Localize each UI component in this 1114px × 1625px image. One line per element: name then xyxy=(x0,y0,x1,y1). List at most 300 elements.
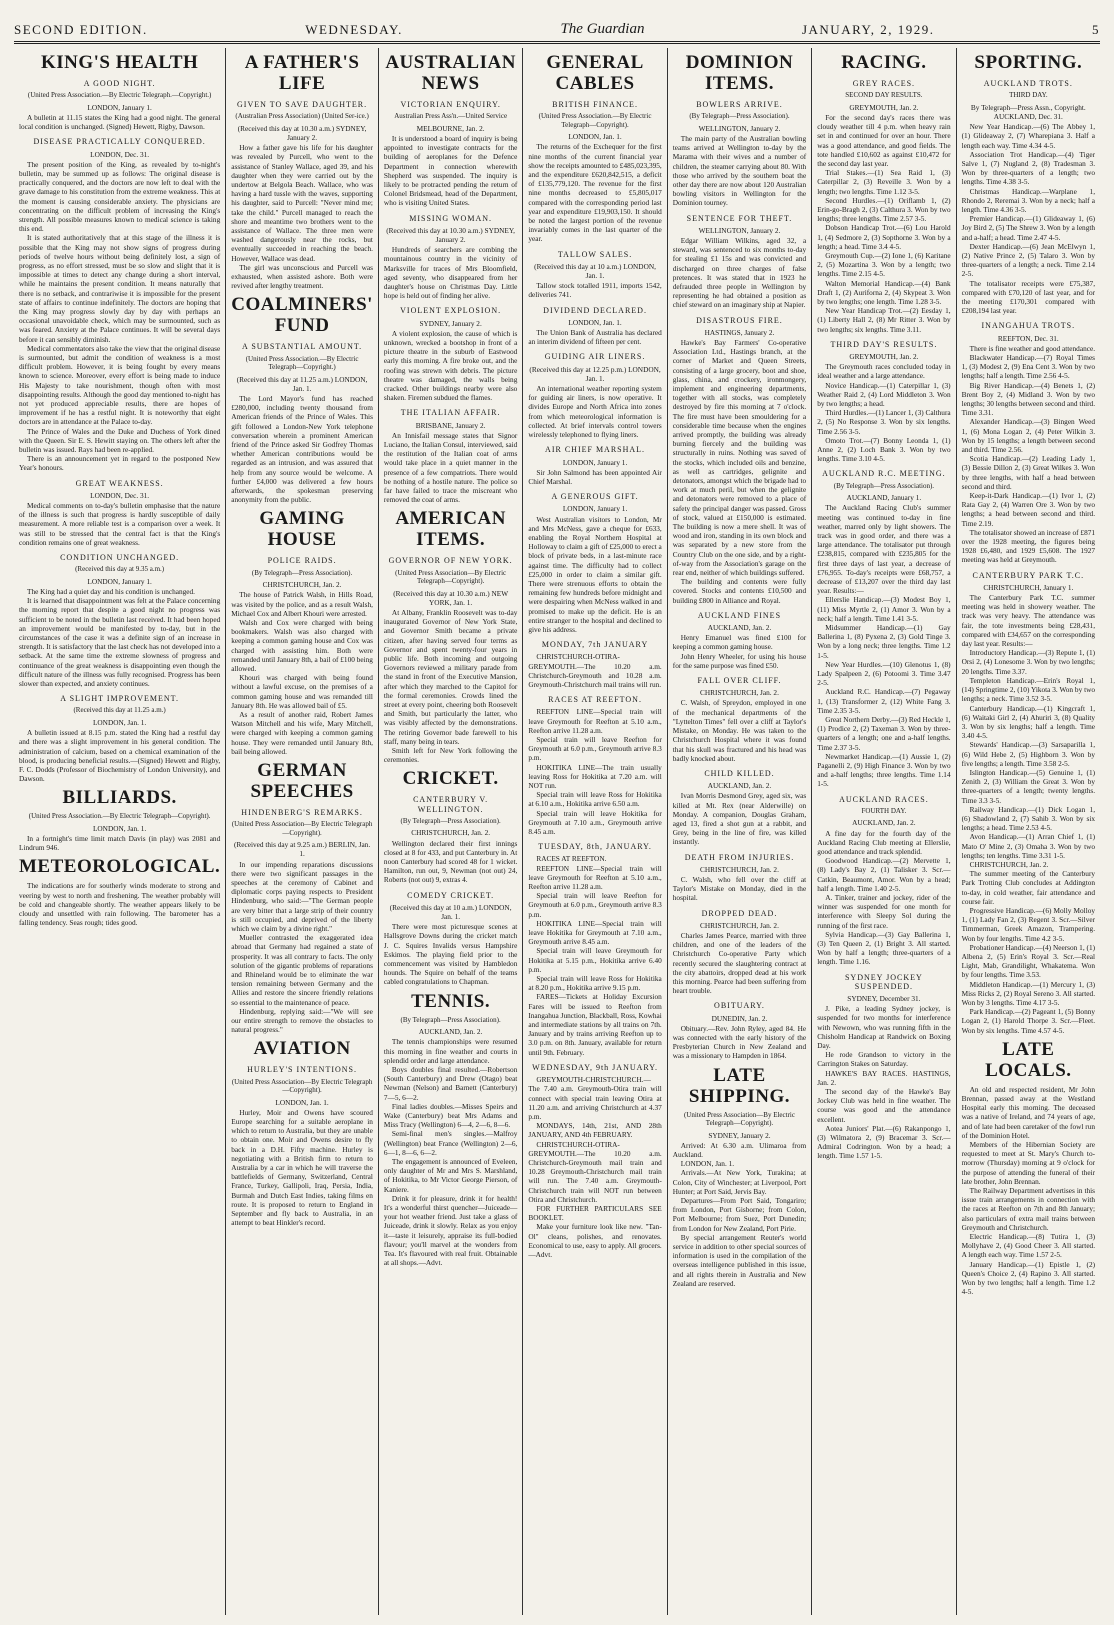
wire-credit: (Received this day at 11.25 a.m.) xyxy=(73,706,166,715)
article xyxy=(817,52,950,334)
article xyxy=(817,340,950,464)
article xyxy=(528,842,661,1057)
article xyxy=(962,571,1095,1035)
paragraph: The building and contents were fully covered. Stocks and contents £10,500 and building £800 in Alliance and Royal. xyxy=(672,577,807,605)
paragraph: C. Walsh, of Spreydon, employed in one of the mechanical departments of the "Lyttelton Times" fell over a cliff at Taylor's Mistake, on Monday. He was taken to the Christchurch Hospital where it was found that his skull was fractured and his head was badly knocked about. xyxy=(672,698,807,763)
paragraph: Special train will leave Ross for Hokitika at 6.10 a.m., Hokitika arrive 6.50 a.m. xyxy=(528,790,662,809)
paragraph: Arrived: At 6.30 a.m. Ulimaroa from Auckland. xyxy=(672,1140,807,1159)
subheading: AIR CHIEF MARSHAL. xyxy=(545,445,646,455)
paragraph: Goodwood Handicap.—(2) Mervette 1, (8) Lady's Bay 2, (1) Talisker 3. Scr.—Catkin, Beaumont, Amor. Won by a head; half a length. Time 1.40 2-5. xyxy=(817,856,951,893)
article xyxy=(231,760,373,1034)
dateline: REEFTON, Dec. 31. xyxy=(997,333,1059,343)
subheading: SYDNEY JOCKEY SUSPENDED. xyxy=(844,972,923,991)
dateline: LONDON, Jan. 1. xyxy=(92,717,147,727)
wire-credit: (United Press Association.—By Electric Telegraph.—Copyright.) xyxy=(27,91,212,100)
article xyxy=(384,991,517,1268)
paragraph: Khouri was charged with being found without a lawful excuse, on the premises of a common gaming house and was remanded till January 8th. He was allowed bail of £5. xyxy=(231,673,373,710)
subheading: CHILD KILLED. xyxy=(704,768,775,778)
wire-credit: (United Press Association.—By Electric Telegraph—Copyright). xyxy=(538,112,652,129)
paragraph: The second day of the Hawke's Bay Jockey Club was held in fine weather. The course was good and the attendance excellent. xyxy=(817,1087,951,1124)
subheading: VIOLENT EXPLOSION. xyxy=(400,306,502,316)
article xyxy=(19,553,220,688)
paragraph: Hurley, Moir and Owens have scoured Europe searching for a suitable aeroplane in which to return to Australia, but they are unable to obtain one. Moir and Owens desire to fly back in a D.H. Fifty machine. Hurley is negotiating with a British firm to return to Australia by a car in which he will traverse the battlefields of Germany, Switzerland, Central France, Turkey, Gallipoli, Iraq, Persia, India, Burmah and Dutch East Indies, taking films en route. It is proposed to return to England in September and fly back to Australia, in an attempt to beat Hinkler's record. xyxy=(231,1107,373,1228)
dateline: BRISBANE, January 2. xyxy=(415,420,486,430)
issue-date: JANUARY, 2, 1929. xyxy=(801,22,935,37)
paragraph: How a father gave his life for his daughter was revealed by Purcell, who went to the assistance of Stanley Wallace, aged 39, and his daughter when they were carried out by the undertow at Belgola Beach. Wallace, who was having a hard tussle with the waves, supporting his daughter, said to Purcell: "Never mind me; take the child." Purcell managed to reach the shore and meantime two brothers went to the assistance of Wallace. The three men were washed dangerously near the rocks, but eventually succeeded in reaching the beach. However, Wallace was dead. xyxy=(231,143,373,263)
dateline: (Received this day at 9.25 a.m.) BERLIN, Jan. 1. xyxy=(233,840,371,859)
subheading: GUIDING AIR LINERS. xyxy=(544,352,646,362)
paragraph: Christmas Handicap.—Warplane 1, Rhondo 2, Reremai 3. Won by a neck; half a length. Time 4.36 3-5. xyxy=(961,186,1096,214)
subheading: GREY RACES. xyxy=(852,79,916,88)
paragraph: The Railway Department advertises in this issue train arrangements in connection with the races at Reefton on 7th and 8th January; also particulars of extra mail trains between Greymouth and Christchurch. xyxy=(961,1186,1096,1232)
paragraph: J. Pike, a leading Sydney jockey, is suspended for two months for interference with Newown, who was running fifth in the Chisholm Handicap at Randwick on Boxing Day. xyxy=(817,1004,951,1050)
paragraph: Special train will leave Ross for Hokitika at 8.20 p.m., Hokitika arrive 9.15 p.m. xyxy=(528,974,662,993)
wire-credit: (Australian Press Association) (United Ser-ice.) xyxy=(235,112,369,121)
paragraph: The returns of the Exchequer for the first nine months of the current financial year show the receipts amounted to £485,023,395, and the expenditure £620,842,515, a deficit of £135,779,120. The revenue for the first nine months decreased to £5,805,017 compared with the corresponding period last year and expenditure £19,903,150. It should be noted the largest portion of the revenue invariably comes in the last quarter of the year. xyxy=(528,142,662,244)
dateline: SYDNEY, January 2. xyxy=(419,318,482,328)
paragraph: HAWKE'S BAY RACES. HASTINGS, Jan. 2. xyxy=(817,1068,951,1087)
article xyxy=(19,479,220,547)
paragraph: Probationer Handicap.—(4) Neerson 1, (1) Albena 2, (5) Erin's Royal 3. Scr.—Real Light, Mab, Grandilight, Whakatema. Won by four lengths. Time 3.53. xyxy=(961,942,1096,980)
paragraph: Avon Handicap.—(1) Arran Chief 1, (1) Mato O' Mine 2, (3) Omaha 3. Won by two lengths; ten lengths. Time 3.31 1-5. xyxy=(961,832,1096,860)
paragraph: Blackwater Handicap.—(7) Royal Times 1, (3) Modest 2, (9) Ena Cent 3. Won by two lengths; half a length. Time 2.56 4-5. xyxy=(961,352,1096,381)
paragraph: There were most picturesque scenes at Hallsgrove Downs during the cricket match J. C. Squires Invalids versus Hampshire Eskimos. The playing field prior to the commencement was visited by Hambledon hounds. The Squire on behalf of the teams cabled congratulations to Chapman. xyxy=(383,922,518,987)
paragraph: January Handicap.—(1) Epistle 1, (2) Queen's Choice 2, (4) Rapino 3. All started. Won by two lengths; half a length. Time 1.2 4-5. xyxy=(961,1259,1096,1297)
article xyxy=(528,695,661,836)
paragraph: Special train will leave Hokitika for Greymouth at 7.10 a.m., Greymouth arrive 8.45 a.m. xyxy=(528,808,662,837)
paragraph: New Year Hurdles.—(10) Glenotus 1, (8) Lady Spalpeen 2, (6) Potoomi 3. Time 3.47 2-5. xyxy=(817,659,951,688)
headline: COALMINERS' FUND xyxy=(231,294,373,337)
dateline: CHRISTCHURCH, January 1. xyxy=(983,582,1074,592)
paragraph: A fine day for the fourth day of the Auckland Racing Club meeting at Ellerslie, good attendance and track splendid. xyxy=(817,828,951,856)
subheading: DISASTROUS FIRE. xyxy=(696,315,783,325)
page-number: 5 xyxy=(1092,22,1100,37)
paragraph: CHRISTCHURCH-OTIRA-GREYMOUTH.—The 10.20 a.m. Christchurch-Greymouth and 10.28 a.m. Greymouth-Christchurch mail trains will run. xyxy=(528,652,662,689)
article xyxy=(673,214,806,310)
paragraph: REEFTON LINE—Special train will leave Greymouth for Reefton at 5.10 a.m., Reefton arrive 11.28 a.m. xyxy=(528,863,662,892)
headline: GERMAN SPEECHES xyxy=(250,759,354,802)
paragraph: The indications are for southerly winds moderate to strong and veering by west to north and freshening. The weather probably will be cold and changeable shortly. The weather appears likely to be cloudy and unsettled with rain following. The barometer has a falling tendency. Seas rough; tides good. xyxy=(19,881,221,928)
dateline: CHRISTCHURCH, Jan. 2. xyxy=(700,920,779,930)
wire-credit: Australian Press Ass'n.—United Service xyxy=(394,112,508,121)
paragraph: Aotea Juniors' Plat.—(6) Rakanpongo 1, (3) Wilmatora 2, (9) Bracemar 3. Scr.—Admiral Codrington. Won by a head; a length. Time 1.57 1-5. xyxy=(817,1123,951,1161)
paragraph: Second Hurdles.—(1) Oriflamb 1, (2) Erin-go-Bragh 2, (3) Calthura 3. Won by two lengths; three lengths. Time 2.57 3-5. xyxy=(817,195,951,224)
headline: DOMINION ITEMS. xyxy=(685,52,794,94)
day-label: WEDNESDAY. xyxy=(305,22,403,37)
wire-credit: (By Telegraph—Press Association). xyxy=(400,816,501,825)
article xyxy=(19,856,220,927)
paragraph: HOKITIKA LINE—Special train will leave Hokitika for Greymouth at 7.10 a.m., Greymouth arrive 8.45 a.m. xyxy=(528,918,662,947)
paragraph: Arrivals.—At New York, Turakina; at Colon, City of Winchester; at Liverpool, Port Hunter; at Port Said, Jervis Bay. xyxy=(672,1168,807,1196)
dateline: SYDNEY, December 31. xyxy=(847,993,921,1003)
subheading: INANGAHUA TROTS. xyxy=(981,321,1076,331)
paragraph: The main party of the Australian bowling teams arrived at Wellington to-day by the Marama with their wives and a number of children, the steamer carrying about 80. With those who arrived by the southern boat the other day there are now about 120 Australian bowling visitors in Wellington for the Dominion tourney. xyxy=(672,133,807,208)
paragraph: Members of the Hibernian Society are requested to meet at St. Mary's Church to-morrow (Thursday) morning at 9 o'clock for the purpose of attending the funeral of their late brother, John Brennan. xyxy=(961,1140,1096,1186)
paragraph: Tallow stock totalled 1911, imports 1542, deliveries 741. xyxy=(528,281,662,300)
paragraph: It is stated authoritatively that at this stage of the illness it is possible that the King may not show signs of progress during periods of twelve hours without being definitely lost, a sign of progress, as no effort stressed, must be so slow and slight that it is impossible at times to detect any change during a short interval, while he maintains the present condition. It means naturally that there is no setback, and contrariwise it is impossible for the present state of affairs to continue indefinitely. The doctors are hoping that the King may progress slowly day by day with perhaps an occasional unavoidable check, which may be surmounted, such as was feared. Anxiety at the Palace continues. It will be several days before it can sensibly diminish. xyxy=(19,233,221,344)
wire-credit: FOURTH DAY. xyxy=(861,806,907,815)
headline: A FATHER'S LIFE xyxy=(244,52,360,94)
dateline: LONDON, Dec. 31. xyxy=(90,490,150,500)
paragraph: An international weather reporting system for guiding air liners, is now operative. It divides Europe and North Africa into zones from which meteorological information is collected. At brief intervals control towers wirelessly telephoned to flying liners. xyxy=(528,384,662,440)
article xyxy=(528,306,661,347)
article xyxy=(528,352,661,439)
dateline: (Received this day at 11.25 a.m.) LONDON, Jan. 1. xyxy=(236,374,368,393)
dateline: (Received this day at 10.30 a.m.) NEW YORK, Jan. 1. xyxy=(393,588,509,607)
paragraph: There is fine weather and good attendance. xyxy=(969,343,1096,353)
paragraph: Alexander Handicap.—(3) Bingen Weed 1, (6) Mona Logan 2, (4) Peter Wilkin 3. Won by 15 lengths; a length between second and third. Time 2.56. xyxy=(961,417,1096,455)
subheading: CANTERBURY V. WELLINGTON. xyxy=(413,795,489,814)
article xyxy=(817,973,950,1161)
headline: LATE LOCALS. xyxy=(985,1038,1072,1081)
article xyxy=(384,214,517,301)
article xyxy=(384,52,517,208)
subheading: A GOOD NIGHT. xyxy=(83,79,156,88)
paragraph: Special train will leave Reefton for Greymouth at 6.0 p.m., Greymouth arrive 8.3 p.m. xyxy=(528,891,662,919)
subheading: BRITISH FINANCE. xyxy=(552,100,638,109)
dateline: LONDON, Dec. 31. xyxy=(90,149,150,159)
wire-credit: SECOND DAY RESULTS. xyxy=(845,91,923,100)
article xyxy=(962,52,1095,315)
subheading: A SUBSTANTIAL AMOUNT. xyxy=(242,342,363,352)
paragraph: REEFTON LINE—Special train will leave Greymouth for Reefton at 5.10 a.m., Reefton arrive 11.28 a.m. xyxy=(528,707,662,735)
headline: LATE SHIPPING. xyxy=(688,1064,791,1107)
headline: BILLIARDS. xyxy=(62,787,177,809)
dateline: (Received this day at 10 a.m.) LONDON, Jan. 1. xyxy=(534,261,656,281)
subheading: CANTERBURY PARK T.C. xyxy=(972,570,1085,580)
dateline: HASTINGS, January 2. xyxy=(704,327,775,337)
wire-credit: (Received this day at 9.35 a.m.) xyxy=(75,565,165,574)
subheading: DISEASE PRACTICALLY CONQUERED. xyxy=(33,137,206,147)
wire-credit: THIRD DAY. xyxy=(1009,91,1048,100)
headline: RACING. xyxy=(841,52,927,73)
paragraph: Greymouth Cup.—(2) Ione 1, (6) Karitane 2, (5) Mozartina 3. Won by a length; two lengths. Time 2.15 4-5. xyxy=(817,250,951,279)
paragraph: Islington Handicap.—(5) Genuine 1, (1) Zenith 2, (3) William the Great 3. Won by three-quarters of a length; twenty lengths. Time 3.3 3-5. xyxy=(961,767,1096,805)
subheading: THIRD DAY'S RESULTS. xyxy=(830,339,938,349)
dateline: AUCKLAND, Jan. 2. xyxy=(418,1027,483,1037)
paragraph: RACES AT REEFTON. xyxy=(536,854,607,864)
paragraph: The Auckland Racing Club's summer meeting was continued to-day in fine weather, marred only by light showers. The track was in good order, and there was a large attendance. The totalisator put through £238,815, compared with £235,805 for the first three days of last year, a decrease of £76,955. To-day's receipts were £68,757, a decrease of £13,207 over the third day last year. Results:— xyxy=(817,503,951,596)
article xyxy=(231,508,373,756)
paragraph: He rode Grandson to victory in the Carrington Stakes on Saturday. xyxy=(817,1050,951,1069)
article xyxy=(384,768,517,884)
subheading: DROPPED DEAD. xyxy=(701,908,778,918)
article xyxy=(817,795,950,967)
paragraph: In a fortnight's time limit match Davis (in play) was 2081 and Lindrum 946. xyxy=(19,834,221,853)
paragraph: Auckland R.C. Handicap.—(7) Pegaway 1, (13) Transformer 2, (12) White Fang 3. Time 2.35 3-5. xyxy=(817,687,951,715)
paragraph: Progressive Handicap.—(6) Molly Molloy 1, (1) Lady Fan 2, (3) Regent 3. Scr.—Silver Timmerman, Greek Amazon, Trampering. Won by four lengths. Time 4.2 3-5. xyxy=(961,905,1096,943)
paragraph: Hawke's Bay Farmers' Co-operative Association Ltd., Hastings branch, at the corner of Market and Queen Streets, consisting of a large grocery, boot and shoe, glass, china, and crockery, ironmongery, implement and engineering departments, together with all stocks, was completely destroyed by fire this morning at 7 o'clock. The fire must have been smouldering for a considerable time because when the engines arrived promptly, the building was already burning fiercely and the building was structurally in ruins. Nothing was saved of the stocks, which included oils and benzine, as well as cartridges, gelignite and detonators, amongst which the brigade had to work at much peril, but when the gelignite and detonators were removed to a place of safety the principal danger was passed. Gross of stock, valued at £150,000 is estimated. The building is now a mere shell. It was of wood and iron, standing in its own block and was separated by a new store from the Country Club on the one side, and by a right-of-way from the Association's garage on the rear end, neither of which buildings suffered. xyxy=(672,337,807,578)
paragraph: Ivan Morris Desmond Grey, aged six, was killed at Mt. Rex (near Alderwille) on Monday. A companion, Douglas Graham, aged 13, fired a shot gun at a rabbit, and Grey, being in the line of fire, was killed instantly. xyxy=(672,791,807,847)
paragraph: The Prince of Wales and the Duke and Duchess of York dined with the Queen. Sir E. S. Hewitt staying on. The others left after the bulletin was issued. Rays had been re-applied. xyxy=(19,426,221,455)
subheading: WEDNESDAY, 9th JANUARY. xyxy=(532,1062,659,1072)
paragraph: Walton Memorial Handicap.—(4) Bank Draft 1, (2) Auriforna 2, (4) Skypeat 3. Won by two lengths; one length. Time 1.28 3-5. xyxy=(817,278,951,306)
paragraph: West Australian visitors to London, Mr and Mrs McNess, gave a cheque for £633, enabling the Royal Northern Hospital at Holloway to claim a gift of £25,000 to erect a block of private beds, in a last-minute race against time. The difficulty had to collect £25,000 in order to claim a similar gift. There were strenuous efforts to obtain the remaining few hundreds before midnight and were despairing when McNess walked in and promised to make up the deficit. He is an entire stranger to the hospital and declined to give his address. xyxy=(528,514,662,634)
paragraph: Stewards' Handicap.—(3) Sarsaparilla 1, (6) Wild Hebe 2, (5) Highborn 3. Won by five lengths; a length. Time 3.58 2-5. xyxy=(961,740,1096,768)
article xyxy=(231,1038,373,1227)
paragraph: Sylvia Handicap.—(3) Gay Ballerina 1, (3) Ten Queen 2, (1) Bright 3. All started. Won by half a length; three-quarters of a length. Time 1.16. xyxy=(817,929,951,967)
paragraph: Special train will leave Reefton for Greymouth at 6.0 p.m., Greymouth arrive 8.3 p.m. xyxy=(528,734,662,763)
wire-credit: (United Press Association—By Electric Telegraph—Copyright). xyxy=(395,568,507,586)
dateline: GREYMOUTH, Jan. 2. xyxy=(849,351,919,361)
subheading: GREAT WEAKNESS. xyxy=(75,478,164,488)
paragraph: Scotia Handicap.—(2) Leading Lady 1, (3) Bessie Dillon 2, (3) Great Wilkes 3. Won by three lengths, with half a head between second and third. xyxy=(961,454,1096,491)
paragraph: Walsh and Cox were charged with being bookmakers. Walsh was also charged with keeping a common gaming house and Cox was charged with assisting him. Both were remanded until January 8th, a bail of £100 being allowed. xyxy=(231,617,373,673)
article xyxy=(673,853,806,903)
subheading: POLICE RAIDS. xyxy=(267,556,337,566)
paragraph: Novice Handicap.—(1) Caterpillar 1, (3) Weather Raid 2, (4) Lord Middleton 3. Won by two lengths; a head. xyxy=(817,380,951,408)
headline: AVIATION xyxy=(253,1038,351,1060)
wire-credit: (By Telegraph—Press Association). xyxy=(400,1015,501,1024)
paragraph: Electric Handicap.—(8) Tutira 1, (3) Mollyhave 2, (4) Good Cheer 3. All started. A length each way. Time 1.57 2-5. xyxy=(961,1232,1096,1260)
paragraph: John Henry Wheeler, for using his house for the same purpose was fined £50. xyxy=(672,651,807,670)
article xyxy=(384,306,517,402)
paragraph: New Year Handicap Trot.—(2) Eesday 1, (1) Liberty Hall 2, (8) Mr Ritter 3. Won by two lengths; six lengths. Time 3.11. xyxy=(817,306,951,334)
paragraph: An old and respected resident, Mr John Brennan, passed away at the Westland Hospital early this morning. The deceased was a native of Ireland, and 74 years of age, and of late had been caretaker of the fowl run of the Dominion Hotel. xyxy=(961,1084,1096,1140)
subheading: FALL OVER CLIFF. xyxy=(697,676,782,686)
paragraph: New Year Handicap.—(6) The Abbey 1, (1) Glideaway 2, (7) Wharepiana 3. Half a length each way. Time 4.34 4-5. xyxy=(961,122,1096,150)
article xyxy=(673,52,806,208)
dateline: DUNEDIN, Jan. 2. xyxy=(711,1013,768,1023)
dateline: (Received this day at 10.30 a.m.) SYDNEY, January 2. xyxy=(386,225,516,244)
wire-credit: (By Telegraph—Press Association). xyxy=(833,481,935,490)
paragraph: A bulletin issued at 8.15 p.m. stated the King had a restful day and there was a slight improvement in his general condition. The administration of calcium, based on a chemical examination of the blood, is producing beneficial results.—(Signed) Hewett and Rigby, F. C. Dodds (Professor of Biochemistry of London University), and Dawson. xyxy=(19,728,221,784)
dateline: LONDON, Jan. 1. xyxy=(275,1097,329,1107)
dateline: SYDNEY, January 2. xyxy=(708,1130,771,1140)
paragraph: A bulletin at 11.15 states the King had a good night. The general local condition is unchanged. (Signed) Hewett, Rigby, Dawson. xyxy=(19,112,221,132)
wire-credit: (United Press Association.—By Electric Telegraph—Copyright.) xyxy=(245,354,359,372)
subheading: HINDENBERG'S REMARKS. xyxy=(241,807,363,817)
paragraph: Sir John Salmond has been appointed Air Chief Marshal. xyxy=(528,467,662,486)
dateline: LONDON, Jan. 1. xyxy=(568,132,622,142)
edition-label: SECOND EDITION. xyxy=(14,22,148,37)
paragraph: MONDAYS, 14th, 21st, AND 28th JANUARY, AND 4th FEBRUARY. xyxy=(528,1121,662,1140)
paragraph: CHRISTCHURCH, Jan. 2. xyxy=(969,859,1049,869)
dateline: GREYMOUTH, Jan. 2. xyxy=(849,102,919,112)
subheading: AUCKLAND TROTS. xyxy=(983,79,1073,88)
paragraph: In our impending reparations discussions there were two significant passages in the speeches at the ceremony of Cabinet and diplomatic corps paying respects to President Hindenburg, who said:—"The German people are very bitter that a large strip of their country is still occupied, and deprived of the liberty which we claim by a divine right." xyxy=(231,859,373,933)
column-1 xyxy=(14,48,225,1615)
paragraph: Association Trot Handicap.—(4) Tiger Salve 1, (7) Nugland 2, (8) Tradesman 3. Won by three-quarters of a length; two lengths. Time 4.38 3-5. xyxy=(961,149,1096,187)
paragraph: The totalisator receipts were £75,387, compared with £70,120 of last year, and for the meeting £170,301 compared with £208,194 last year. xyxy=(961,278,1096,316)
wire-credit: (By Telegraph—Press Association). xyxy=(689,112,790,121)
paragraph: Medical comments on to-day's bulletin emphasise that the nature of the illness is such that progress is hardly susceptible of daily measurement. A more reliable test is a comparison over a week. It was still to be stressed that the central fact is that the King's condition remains one of great weakness. xyxy=(19,501,221,547)
headline: SPORTING. xyxy=(974,52,1083,73)
paragraph: Drink it for pleasure, drink it for health! It's a wonderful thirst quencher—Juiceade—your hot weather friend. Just take a glass of Juiceade, drink it slowly. Relax as you enjoy it—taste it leisurely, appraise its full-bodied flavour; you'll marvel at the wonders from Tea. It's flavoured with real fruit. Obtainable at all shops.—Advt. xyxy=(383,1193,518,1268)
paragraph: FOR FURTHER PARTICULARS SEE BOOKLET. xyxy=(528,1203,662,1223)
paragraph: Middleton Handicap.—(1) Mercury 1, (3) Miss Ricks 2, (2) Royal Sereno 3. All started. Won by 3 lengths. Time 4.17 3-5. xyxy=(961,979,1096,1007)
article xyxy=(673,1001,806,1060)
paragraph: For the second day's races there was cloudy weather till 4 p.m. when heavy rain set in and continued for over an hour. There was a good attendance, and good fields. The tote handled £10,602 as against £10,472 for the second day last year. xyxy=(817,112,951,168)
paragraph: The totalisator showed an increase of £871 over the 1928 meeting, the figures being 1928 £6,480, and 1929 £5,608. The 1927 meeting was held at Greymouth. xyxy=(961,527,1096,565)
headline: AUSTRALIAN NEWS xyxy=(385,52,516,94)
subheading: VICTORIAN ENQUIRY. xyxy=(400,100,501,109)
paragraph: The Canterbury Park T.C. summer meeting was held in showery weather. The track was very heavy. The attendance was fair, the tote investments being £28,431, compared with £34,657 on the corresponding day last year. Results:— xyxy=(961,593,1096,649)
paragraph: The tennis championships were resumed this morning in fine weather and courts in splendid order and large attendance. xyxy=(383,1037,518,1065)
article xyxy=(528,640,661,689)
article xyxy=(19,137,220,472)
dateline: By Telegraph—Press Assn., Copyright. AUCKLAND, Dec. 31. xyxy=(970,102,1086,121)
dateline: LONDON, January 1. xyxy=(562,504,628,514)
paragraph: An Innisfail message states that Signor Luciano, the Italian Consul, interviewed, said the restitution of the Italian coat of arms would take place in a quiet manner in the presence of a few compatriots. There would be nothing of a hostile nature. The police so far have failed to trace the miscreant who removed the coat of arms. xyxy=(383,430,518,505)
dateline: LONDON, Jan. 1. xyxy=(568,317,622,327)
paragraph: Ellerslie Handicap.—(3) Modest Boy 1, (11) Miss Myrtle 2, (1) Amor 3. Won by a neck; half a length. Time 1.41 3-5. xyxy=(817,595,951,623)
paragraph: Departures—From Port Said, Tongariro; from London, Port Gisborne; from Colon, Port Melbourne; from Suez, Port Dunedin; from London for New Zealand, Port Pirie. xyxy=(672,1196,807,1233)
article xyxy=(19,52,220,131)
paragraph: Mueller contrasted the exaggerated idea abroad that Germany had regained a state of prosperity. It was all contrary to facts. The only solution of the gigantic problems of reparations and Rhineland would be to eliminate the war tension remaining between Germany and the Allies and restore the sincere friendly relations so essential to the maintenance of peace. xyxy=(231,933,373,1007)
column-6 xyxy=(811,48,955,1615)
subheading: HURLEY'S INTENTIONS. xyxy=(247,1065,358,1075)
subheading: A GENEROUS GIFT. xyxy=(551,492,639,502)
paragraph: A violent explosion, the cause of which is unknown, wrecked a bootshop in front of a picture theatre in the suburb of Eastwood early this morning. A fire broke out, and the roofing was strewn with debris. The picture theatre was damaged, the walls being cracked. Other buildings nearby were also shaken. Firemen subdued the flames. xyxy=(383,328,518,403)
dateline: (Received this day at 10.30 a.m.) SYDNEY, January 2. xyxy=(237,123,367,142)
column-3 xyxy=(378,48,522,1615)
headline: GENERAL CABLES xyxy=(546,52,644,94)
article xyxy=(528,250,661,300)
subheading: OBITUARY. xyxy=(714,1001,765,1011)
dateline: CHRISTCHURCH, Jan. 2. xyxy=(700,864,779,874)
dateline: LONDON, Jan. 1. xyxy=(92,823,147,833)
headline: METEOROLOGICAL. xyxy=(19,856,221,878)
paragraph: Templeton Handicap.—Erin's Royal 1, (14) Springtime 2, (10) Yikota 3. Won by two lengths; a neck. Time 3.52 3-5. xyxy=(961,675,1096,704)
dateline: CHRISTCHURCH, Jan. 2. xyxy=(700,688,779,698)
article xyxy=(384,408,517,504)
paragraph: Trial Stakes.—(1) Sea Raid 1, (3) Caterpillar 2, (3) Reveille 3. Won by a length; two lengths. Time 1.12 3-5. xyxy=(817,168,951,196)
paragraph: The present position of the King, as revealed by to-night's bulletin, may be summed up as follows: The original disease is practically conquered, and the doctors are now left to deal with the grave damage to his constitution from the extreme weakness. This at the moment is causing considerable anxiety. The physicians are concentrating on the difficult problem of increasing the King's strength. All possible measures known to medical science is taking this end. xyxy=(19,159,221,234)
subheading: MISSING WOMAN. xyxy=(409,213,492,223)
paragraph: Semi-final men's singles.—Malfroy (Wellington) beat France (Wellington) 2—6, 6—1, 8—6, 6—2. xyxy=(383,1129,518,1157)
paragraph: GREYMOUTH-CHRISTCHURCH.—The 7.40 a.m. Greymouth-Otira train will connect with special train leaving Otira at 11.20 a.m. and arriving Christchurch at 4.37 p.m. xyxy=(528,1075,662,1121)
paragraph: The Union Bank of Australia has declared an interim dividend of fifteen per cent. xyxy=(528,328,662,347)
article xyxy=(673,676,806,763)
article xyxy=(962,1039,1095,1297)
paragraph: Railway Handicap.—(1) Dick Logan 1, (6) Shadowland 2, (7) Sahib 3. Won by six lengths; a head. Time 2.53 4-5. xyxy=(961,804,1096,833)
paragraph: By special arrangement Reuter's world service in addition to other special sources of information is used in the compilation of the overseas intelligence published in this issue, and all rights therein in Australia and New Zealand are reserved. xyxy=(672,1232,807,1288)
subheading: THE ITALIAN AFFAIR. xyxy=(400,408,501,418)
subheading: A SLIGHT IMPROVEMENT. xyxy=(60,694,179,704)
paragraph: The summer meeting of the Canterbury Park Trotting Club concludes at Addington to-day, in cold weather, fair attendance and course fair. xyxy=(961,869,1096,906)
paragraph: Omoto Trot.—(7) Bonny Leonda 1, (1) Anne 2, (2) Loch Bank 3. Won by two lengths. Time 3.10 4-5. xyxy=(817,435,951,464)
dateline: WELLINGTON, January 2. xyxy=(698,123,781,133)
paragraph: Hindenburg, replying said:—"We will see our entire strength to remove the obstacles to natural progress." xyxy=(231,1006,373,1035)
paragraph: As a result of another raid, Robert James Watson Mitchell and his wife, Mary Mitchell, were charged with keeping a common gaming house. They were remanded until January 8th, bail being allowed. xyxy=(231,709,373,756)
paragraph: Final ladies doubles.—Misses Speirs and Wake (Canterbury) beat Mrs Adams and Miss Tracy (Wellington) 6—4, 2—6, 8—6. xyxy=(383,1101,518,1130)
article xyxy=(962,321,1095,564)
dateline: AUCKLAND, Jan. 2. xyxy=(707,781,772,791)
paragraph: Dexter Handicap.—(6) Jean McElwyn 1, (2) Native Prince 2, (5) Talaro 3. Won by three-quarters of a length; a neck. Time 2.14 2-5. xyxy=(961,241,1096,279)
paragraph: FARES—Tickets at Holiday Excursion Fares will be issued to Reefton from Inangahua Junction, Blackball, Ross, Kowhai and intermediate stations by all trains on 7th. January and by trains arriving Reefton up to 3.0 p.m. on 8th. January, available for return until 9th. February. xyxy=(528,992,662,1057)
article xyxy=(528,492,661,634)
dateline: LONDON, January 1. xyxy=(562,457,628,467)
headline: GAMING HOUSE xyxy=(259,508,345,551)
paragraph: Great Northern Derby.—(3) Red Heckle 1, (1) Prodice 2, (2) Taxeman 3. Won by three-quarters of a length; one and a-half lengths. Time 2.37 3-5. xyxy=(817,715,951,752)
paragraph: Charles James Pearce, married with three children, and one of the leaders of the Christchurch Co-operative Party which recently secured the slaughtering contract at the city abattoirs, dropped dead at his work this morning. Pearce had been suffering from heart trouble. xyxy=(672,930,807,996)
column-5 xyxy=(667,48,811,1615)
wire-credit: (United Press Association—By Electric Telegraph—Copyright). xyxy=(231,1077,373,1095)
paragraph: The house of Patrick Walsh, in Hills Road, was visited by the police, and as a result Walsh, Michael Cox and Albert Khouri were arrested. xyxy=(231,590,373,618)
paragraph: Park Handicap.—(2) Pageant 1, (5) Bonny Logan 2, (1) Harold Thorpe 3. Scr.—Fleet. Won by six lengths. Time 4.57 4-5. xyxy=(961,1007,1096,1035)
paragraph: There is an announcement yet in regard to the postponed New Year's honours. xyxy=(19,454,221,473)
subheading: AUCKLAND RACES. xyxy=(839,794,929,804)
paragraph: Edgar William Wilkins, aged 32, a steward, was sentenced to six months to-day for stealing £1 15s and was convicted and discharged on three charges of false pretences. It was stated that in 1923 he defrauded three people in Wellington by representing he had obtained a position as chief steward on an imaginary ship at Napier. xyxy=(672,235,807,310)
masthead xyxy=(14,14,1100,44)
dateline: AUCKLAND, Jan. 2. xyxy=(707,623,772,633)
paragraph: Newmarket Handicap.—(1) Aussie 1, (2) Paganelli 2, (9) High Finance 3. Won by two and a-half lengths; three lengths. Time 1.14 1-5. xyxy=(817,751,951,789)
article xyxy=(384,891,517,987)
subheading: GIVEN TO SAVE DAUGHTER. xyxy=(237,100,368,109)
wire-credit: (United Press Association—By Electric Telegraph—Copyright). xyxy=(683,1110,795,1128)
column-4 xyxy=(522,48,666,1615)
paragraph: A. Tinker, trainer and jockey, rider of the winner was suspended for one month for interference with Sleepy Sol during the running of the first race. xyxy=(817,892,951,930)
paragraph: C. Walsh, who fell over the cliff at Taylor's Mistake on Monday, died in the hospital. xyxy=(672,874,807,903)
headline: KING'S HEALTH xyxy=(40,52,199,73)
paragraph: The Greymouth races concluded today in ideal weather and a large attendance. xyxy=(817,362,951,381)
article xyxy=(19,787,220,852)
dateline: AUCKLAND, January 1. xyxy=(846,493,922,503)
wire-credit: (United Press Association.—By Electric Telegraph—Copyright). xyxy=(28,812,211,821)
wire-credit: (United Press Association—By Electric Telegraph—Copyright). xyxy=(231,820,373,837)
paragraph: It is understood a board of inquiry is being appointed to investigate contracts for the building of aeroplanes for the Defence Department in connection wherewith Shepherd was suspended. The inquiry is likely to be protracted pending the return of Colonel Bridsmead, head of the Department, who is visiting United States. xyxy=(383,133,518,208)
subheading: BOWLERS ARRIVE. xyxy=(696,100,783,109)
newspaper-title: The Guardian xyxy=(560,21,645,37)
dateline: LONDON, January 1. xyxy=(87,102,152,112)
paragraph: Introductory Handicap.—(3) Repute 1, (1) Orsi 2, (4) Lonesome 3. Won by two lengths; 20 lengths. Time 3.37. xyxy=(961,648,1096,676)
article xyxy=(673,909,806,996)
wire-credit: (By Telegraph—Press Association). xyxy=(251,568,353,577)
article xyxy=(231,52,373,290)
paragraph: Third Hurdles.—(1) Lancer 1, (3) Calthura 2, (5) No Response 3. Won by six lengths. Time 2.56 3-5. xyxy=(817,408,951,436)
dateline: (Received this day at 12.25 p.m.) LONDON, Jan. 1. xyxy=(529,364,661,383)
article xyxy=(673,316,806,605)
subheading: TUESDAY, 8th, JANUARY. xyxy=(538,842,652,852)
paragraph: Premier Handicap.—(1) Glideaway 1, (6) Joy Bird 2, (5) The Shrew 3. Won by a length and a-half; a head. Time 2.47 4-5. xyxy=(961,214,1096,242)
column-2 xyxy=(225,48,378,1615)
subheading: COMEDY CRICKET. xyxy=(407,890,495,900)
subheading: DEATH FROM INJURIES. xyxy=(684,852,795,862)
paragraph: Obituary.—Rev. John Ryley, aged 84. He was connected with the early history of the Presbyterian Church in New Zealand and was a missionary to Hampden in 1864. xyxy=(672,1023,807,1061)
paragraph: It is learned that disappointment was felt at the Palace concerning the morning report that despite a good night no progress was sufficient to be noted in the bulletin last received. It had been hoped an improvement would be manifested by to-day, but in the circumstances of the case it was a definite sign of an increase in strength. It is satisfactory that the last check has not developed into a setback. At the same time the extreme slowness of progress and continuance of the great weakness is disappointing even though the difficult nature of the illness was fully recognised. Progress has been slower than expected, and anxiety continues. xyxy=(19,596,221,688)
paragraph: Wellington declared their first innings closed at 8 for 433, and put Canterbury in. At noon Canterbury had scored 48 for 1 wicket. Hamilton, run out, 9, Newman (not out) 24, Roberts (not out) 9, extras 4. xyxy=(383,838,518,885)
paragraph: Big River Handicap.—(4) Benets 1, (2) Brent Boy 2, (4) Midland 3. Won by two lengths; 30 lengths between second and third. Time 3.31. xyxy=(961,380,1096,418)
article xyxy=(673,611,806,670)
paragraph: Medical commentators also take the view that the original disease is surmounted, but admit the condition of weakness is a most difficult problem. However, it is being fought by every means known to science. Moreover, every effort is being made to induce His Majesty to take nourishment, though often with most disappointing results. Although the good day mentioned to-night has not yet produced appreciable results, there are hopes of improvement if he has a restful night. It is noteworthy that eight doctors are in attendance at the Palace to-day. xyxy=(19,343,221,427)
paragraph: Make your furniture look like new. "Tan-Ol" cleans, polishes, and renovates. Economical to use, easy to apply. All grocers.—Advt. xyxy=(528,1222,662,1259)
paragraph: Smith left for New York following the ceremonies. xyxy=(383,746,518,765)
dateline: CHRISTCHURCH, Jan. 2. xyxy=(262,580,342,590)
subheading: MONDAY, 7th JANUARY xyxy=(541,640,649,650)
article xyxy=(673,769,806,847)
article xyxy=(817,469,950,788)
subheading: RACES AT REEFTON. xyxy=(548,695,642,705)
dateline: WELLINGTON, January 2. xyxy=(698,225,781,235)
dateline: MELBOURNE, Jan. 2. xyxy=(416,123,485,133)
paragraph: CHRISTCHURCH-OTIRA-GREYMOUTH.—The 10.20 a.m. Christchurch-Greymouth mail train and 10.28 Greymouth-Christchurch mail train will run. The 7.40 a.m. Greymouth-Christchurch train will NOT run between Otira and Christchurch. xyxy=(528,1139,662,1204)
paragraph: Midsummer Handicap.—(1) Gay Ballerina 1, (8) Pyxena 2, (3) Gold Tinge 3. Won by a long neck; three lengths. Time 1.2 1-5. xyxy=(817,622,951,660)
subheading: DIVIDEND DECLARED. xyxy=(543,305,647,315)
paragraph: HOKITIKA LINE—The train usually leaving Ross for Hokitika at 7.20 a.m. will NOT run. xyxy=(528,762,662,790)
headline: TENNIS. xyxy=(411,990,491,1012)
paragraph: The King had a quiet day and his condition is unchanged. xyxy=(27,586,195,596)
article xyxy=(528,445,661,486)
dateline: (Received this day at 10 a.m.) LONDON, Jan. 1. xyxy=(389,902,512,922)
paragraph: Hundreds of searchers are combing the mountainous country in the vicinity of Marksville for traces of Mrs Bloomfield, aged seventy, who disappeared from her daughter's house on Christmas Day. Little hope is held out of finding her alive. xyxy=(383,245,518,301)
subheading: AUCKLAND R.C. MEETING. xyxy=(822,469,946,479)
paragraph: Canterbury Handicap.—(1) Kingcraft 1, (6) Waitaki Girl 2, (4) Ahuriri 3, (8) Quality 3. Won by six lengths; half a length. Time 3.40 4-5. xyxy=(961,703,1096,741)
article xyxy=(673,1065,806,1288)
newspaper-columns xyxy=(14,48,1100,1615)
article xyxy=(528,1063,661,1259)
paragraph: Keep-it-Dark Handicap.—(1) Ivor 1, (2) Rata Gay 2, (4) Warren Ore 3. Won by two lengths; a head between second and third. Time 2.19. xyxy=(961,491,1096,528)
